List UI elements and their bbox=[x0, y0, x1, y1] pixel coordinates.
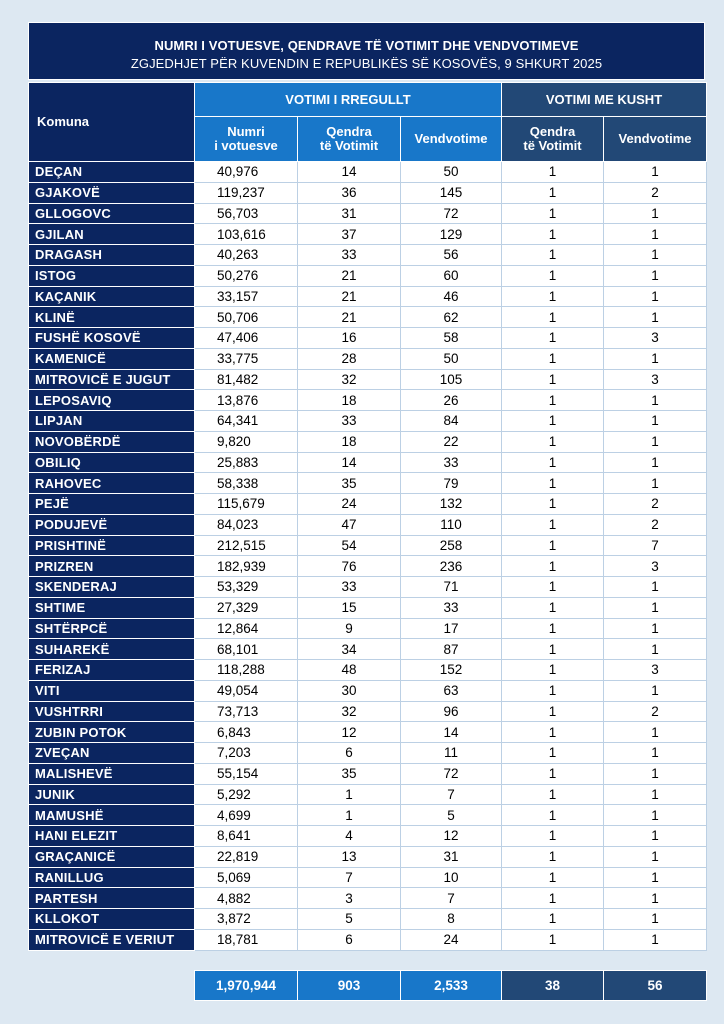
voters-count: 103,616 bbox=[195, 224, 298, 245]
voters-count: 182,939 bbox=[195, 556, 298, 577]
stations-count: 56 bbox=[401, 245, 502, 266]
table-row bbox=[29, 431, 707, 452]
table-row bbox=[29, 245, 707, 266]
centers-count: 12 bbox=[298, 722, 401, 743]
table-row bbox=[29, 494, 707, 515]
table-row bbox=[29, 577, 707, 598]
table-row bbox=[29, 929, 707, 950]
cond-centers-count: 1 bbox=[502, 162, 604, 183]
cond-stations-count: 2 bbox=[604, 514, 707, 535]
cond-centers-count: 1 bbox=[502, 909, 604, 930]
centers-count: 18 bbox=[298, 431, 401, 452]
centers-count: 35 bbox=[298, 763, 401, 784]
cond-centers-count: 1 bbox=[502, 328, 604, 349]
centers-count: 21 bbox=[298, 307, 401, 328]
centers-count: 13 bbox=[298, 846, 401, 867]
municipality-name: SHTËRPCË bbox=[29, 618, 195, 639]
cond-centers-count: 1 bbox=[502, 805, 604, 826]
cond-centers-count: 1 bbox=[502, 203, 604, 224]
header-regular-voting: VOTIMI I RREGULLT bbox=[195, 83, 502, 117]
municipality-name: GJAKOVË bbox=[29, 182, 195, 203]
stations-count: 72 bbox=[401, 203, 502, 224]
table-row bbox=[29, 182, 707, 203]
municipality-name: FERIZAJ bbox=[29, 660, 195, 681]
cond-centers-count: 1 bbox=[502, 618, 604, 639]
cond-centers-count: 1 bbox=[502, 265, 604, 286]
municipality-name: VUSHTRRI bbox=[29, 701, 195, 722]
cond-centers-count: 1 bbox=[502, 245, 604, 266]
municipality-name: ZUBIN POTOK bbox=[29, 722, 195, 743]
voters-count: 49,054 bbox=[195, 680, 298, 701]
cond-centers-count: 1 bbox=[502, 182, 604, 203]
cond-stations-count: 1 bbox=[604, 411, 707, 432]
stations-count: 11 bbox=[401, 743, 502, 764]
table-row bbox=[29, 514, 707, 535]
municipality-name: SHTIME bbox=[29, 597, 195, 618]
table-row bbox=[29, 556, 707, 577]
table-row bbox=[29, 224, 707, 245]
cond-stations-count: 1 bbox=[604, 763, 707, 784]
table-row bbox=[29, 286, 707, 307]
cond-stations-count: 1 bbox=[604, 203, 707, 224]
table-row bbox=[29, 701, 707, 722]
centers-count: 24 bbox=[298, 494, 401, 515]
voters-count: 5,069 bbox=[195, 867, 298, 888]
voters-count: 22,819 bbox=[195, 846, 298, 867]
municipality-name: DEÇAN bbox=[29, 162, 195, 183]
cond-stations-count: 1 bbox=[604, 784, 707, 805]
total-centers: 903 bbox=[298, 971, 401, 1001]
municipality-name: MALISHEVË bbox=[29, 763, 195, 784]
voters-count: 4,699 bbox=[195, 805, 298, 826]
municipality-name: MITROVICË E JUGUT bbox=[29, 369, 195, 390]
stations-count: 79 bbox=[401, 473, 502, 494]
table-row bbox=[29, 784, 707, 805]
municipality-name: GLLOGOVC bbox=[29, 203, 195, 224]
table-row bbox=[29, 473, 707, 494]
stations-count: 33 bbox=[401, 597, 502, 618]
voters-count: 64,341 bbox=[195, 411, 298, 432]
cond-centers-count: 1 bbox=[502, 307, 604, 328]
cond-centers-count: 1 bbox=[502, 535, 604, 556]
cond-centers-count: 1 bbox=[502, 431, 604, 452]
stations-count: 46 bbox=[401, 286, 502, 307]
table-row bbox=[29, 826, 707, 847]
cond-stations-count: 3 bbox=[604, 328, 707, 349]
stations-count: 22 bbox=[401, 431, 502, 452]
voters-count: 47,406 bbox=[195, 328, 298, 349]
cond-stations-count: 1 bbox=[604, 680, 707, 701]
centers-count: 36 bbox=[298, 182, 401, 203]
cond-stations-count: 1 bbox=[604, 639, 707, 660]
voters-count: 55,154 bbox=[195, 763, 298, 784]
centers-count: 33 bbox=[298, 411, 401, 432]
centers-count: 6 bbox=[298, 743, 401, 764]
cond-centers-count: 1 bbox=[502, 826, 604, 847]
voters-count: 12,864 bbox=[195, 618, 298, 639]
centers-count: 21 bbox=[298, 265, 401, 286]
stations-count: 17 bbox=[401, 618, 502, 639]
cond-stations-count: 1 bbox=[604, 431, 707, 452]
voters-count: 56,703 bbox=[195, 203, 298, 224]
municipality-name: JUNIK bbox=[29, 784, 195, 805]
municipality-name: KLINË bbox=[29, 307, 195, 328]
stations-count: 5 bbox=[401, 805, 502, 826]
table-row bbox=[29, 722, 707, 743]
cond-centers-count: 1 bbox=[502, 556, 604, 577]
voters-count: 118,288 bbox=[195, 660, 298, 681]
voters-count: 73,713 bbox=[195, 701, 298, 722]
centers-count: 1 bbox=[298, 784, 401, 805]
cond-centers-count: 1 bbox=[502, 514, 604, 535]
centers-count: 16 bbox=[298, 328, 401, 349]
cond-stations-count: 1 bbox=[604, 722, 707, 743]
stations-count: 236 bbox=[401, 556, 502, 577]
table-row bbox=[29, 452, 707, 473]
stations-count: 62 bbox=[401, 307, 502, 328]
voters-count: 119,237 bbox=[195, 182, 298, 203]
stations-count: 110 bbox=[401, 514, 502, 535]
stations-count: 63 bbox=[401, 680, 502, 701]
municipality-name: FUSHË KOSOVË bbox=[29, 328, 195, 349]
table-row bbox=[29, 639, 707, 660]
stations-count: 24 bbox=[401, 929, 502, 950]
municipality-name: DRAGASH bbox=[29, 245, 195, 266]
centers-count: 1 bbox=[298, 805, 401, 826]
cond-stations-count: 1 bbox=[604, 888, 707, 909]
cond-stations-count: 1 bbox=[604, 867, 707, 888]
cond-stations-count: 1 bbox=[604, 577, 707, 598]
cond-centers-count: 1 bbox=[502, 763, 604, 784]
cond-stations-count: 7 bbox=[604, 535, 707, 556]
header-voters bbox=[195, 117, 298, 162]
table-row bbox=[29, 390, 707, 411]
centers-count: 18 bbox=[298, 390, 401, 411]
cond-centers-count: 1 bbox=[502, 722, 604, 743]
voters-count: 7,203 bbox=[195, 743, 298, 764]
centers-count: 9 bbox=[298, 618, 401, 639]
cond-centers-count: 1 bbox=[502, 577, 604, 598]
voters-count: 81,482 bbox=[195, 369, 298, 390]
voters-count: 3,872 bbox=[195, 909, 298, 930]
table-row bbox=[29, 867, 707, 888]
municipality-name: LEPOSAVIQ bbox=[29, 390, 195, 411]
header-cond-centers bbox=[502, 117, 604, 162]
centers-count: 31 bbox=[298, 203, 401, 224]
cond-centers-count: 1 bbox=[502, 701, 604, 722]
cond-stations-count: 3 bbox=[604, 556, 707, 577]
centers-count: 5 bbox=[298, 909, 401, 930]
cond-centers-count: 1 bbox=[502, 494, 604, 515]
stations-count: 258 bbox=[401, 535, 502, 556]
table-row bbox=[29, 535, 707, 556]
total-stations: 2,533 bbox=[401, 971, 502, 1001]
cond-stations-count: 3 bbox=[604, 369, 707, 390]
table-row bbox=[29, 680, 707, 701]
stations-count: 14 bbox=[401, 722, 502, 743]
cond-centers-count: 1 bbox=[502, 929, 604, 950]
centers-count: 33 bbox=[298, 245, 401, 266]
table-row bbox=[29, 763, 707, 784]
cond-stations-count: 1 bbox=[604, 473, 707, 494]
header-cond-centers-line1: Qendra bbox=[529, 124, 576, 139]
cond-centers-count: 1 bbox=[502, 348, 604, 369]
stations-count: 152 bbox=[401, 660, 502, 681]
cond-centers-count: 1 bbox=[502, 390, 604, 411]
cond-stations-count: 1 bbox=[604, 597, 707, 618]
cond-stations-count: 1 bbox=[604, 265, 707, 286]
cond-stations-count: 1 bbox=[604, 390, 707, 411]
municipality-name: MAMUSHË bbox=[29, 805, 195, 826]
table-row bbox=[29, 203, 707, 224]
cond-centers-count: 1 bbox=[502, 639, 604, 660]
cond-stations-count: 1 bbox=[604, 162, 707, 183]
voters-count: 33,157 bbox=[195, 286, 298, 307]
total-cond-centers: 38 bbox=[502, 971, 604, 1001]
centers-count: 34 bbox=[298, 639, 401, 660]
voters-count: 5,292 bbox=[195, 784, 298, 805]
municipality-name: ISTOG bbox=[29, 265, 195, 286]
voters-count: 8,641 bbox=[195, 826, 298, 847]
municipality-name: GJILAN bbox=[29, 224, 195, 245]
table-row bbox=[29, 888, 707, 909]
voters-count: 50,706 bbox=[195, 307, 298, 328]
voters-count: 9,820 bbox=[195, 431, 298, 452]
cond-centers-count: 1 bbox=[502, 411, 604, 432]
centers-count: 3 bbox=[298, 888, 401, 909]
cond-centers-count: 1 bbox=[502, 286, 604, 307]
centers-count: 14 bbox=[298, 452, 401, 473]
stations-count: 31 bbox=[401, 846, 502, 867]
cond-centers-count: 1 bbox=[502, 597, 604, 618]
table-row bbox=[29, 369, 707, 390]
stations-count: 105 bbox=[401, 369, 502, 390]
municipality-name: KLLOKOT bbox=[29, 909, 195, 930]
table-row bbox=[29, 328, 707, 349]
cond-stations-count: 1 bbox=[604, 805, 707, 826]
municipality-name: ZVEÇAN bbox=[29, 743, 195, 764]
table-body bbox=[29, 162, 707, 951]
municipality-name: PODUJEVË bbox=[29, 514, 195, 535]
table-row bbox=[29, 846, 707, 867]
voters-count: 25,883 bbox=[195, 452, 298, 473]
municipality-name: OBILIQ bbox=[29, 452, 195, 473]
cond-stations-count: 2 bbox=[604, 182, 707, 203]
stations-count: 7 bbox=[401, 888, 502, 909]
voters-count: 58,338 bbox=[195, 473, 298, 494]
cond-stations-count: 1 bbox=[604, 826, 707, 847]
centers-count: 6 bbox=[298, 929, 401, 950]
total-cond-stations: 56 bbox=[604, 971, 707, 1001]
totals-row bbox=[194, 970, 707, 1001]
header-cond-centers-line2: të Votimit bbox=[523, 138, 582, 153]
table-row bbox=[29, 411, 707, 432]
voters-count: 84,023 bbox=[195, 514, 298, 535]
header-komuna: Komuna bbox=[29, 83, 195, 162]
table-row bbox=[29, 660, 707, 681]
centers-count: 32 bbox=[298, 369, 401, 390]
header-stations: Vendvotime bbox=[401, 117, 502, 162]
municipality-name: KAMENICË bbox=[29, 348, 195, 369]
header-cond-stations: Vendvotime bbox=[604, 117, 707, 162]
cond-centers-count: 1 bbox=[502, 680, 604, 701]
municipality-name: RANILLUG bbox=[29, 867, 195, 888]
cond-stations-count: 1 bbox=[604, 286, 707, 307]
stations-count: 12 bbox=[401, 826, 502, 847]
centers-count: 47 bbox=[298, 514, 401, 535]
table-row bbox=[29, 597, 707, 618]
voters-count: 33,775 bbox=[195, 348, 298, 369]
centers-count: 48 bbox=[298, 660, 401, 681]
stations-count: 58 bbox=[401, 328, 502, 349]
cond-stations-count: 1 bbox=[604, 245, 707, 266]
municipality-name: KAÇANIK bbox=[29, 286, 195, 307]
stations-count: 71 bbox=[401, 577, 502, 598]
centers-count: 4 bbox=[298, 826, 401, 847]
table-row bbox=[29, 618, 707, 639]
cond-stations-count: 1 bbox=[604, 452, 707, 473]
table-row bbox=[29, 265, 707, 286]
centers-count: 35 bbox=[298, 473, 401, 494]
cond-stations-count: 1 bbox=[604, 929, 707, 950]
stations-count: 50 bbox=[401, 348, 502, 369]
municipality-name: HANI ELEZIT bbox=[29, 826, 195, 847]
header-voters-line1: Numri bbox=[227, 124, 265, 139]
centers-count: 7 bbox=[298, 867, 401, 888]
municipality-name: PRISHTINË bbox=[29, 535, 195, 556]
cond-centers-count: 1 bbox=[502, 888, 604, 909]
table-title bbox=[28, 22, 705, 80]
municipality-name: PRIZREN bbox=[29, 556, 195, 577]
stations-count: 26 bbox=[401, 390, 502, 411]
voters-table bbox=[28, 82, 707, 951]
table-row bbox=[29, 348, 707, 369]
municipality-name: PARTESH bbox=[29, 888, 195, 909]
centers-count: 37 bbox=[298, 224, 401, 245]
municipality-name: GRAÇANICË bbox=[29, 846, 195, 867]
cond-centers-count: 1 bbox=[502, 784, 604, 805]
cond-stations-count: 1 bbox=[604, 743, 707, 764]
cond-stations-count: 1 bbox=[604, 909, 707, 930]
stations-count: 8 bbox=[401, 909, 502, 930]
cond-stations-count: 1 bbox=[604, 846, 707, 867]
municipality-name: VITI bbox=[29, 680, 195, 701]
stations-count: 129 bbox=[401, 224, 502, 245]
table-row bbox=[29, 909, 707, 930]
cond-stations-count: 1 bbox=[604, 307, 707, 328]
cond-centers-count: 1 bbox=[502, 846, 604, 867]
cond-stations-count: 2 bbox=[604, 494, 707, 515]
cond-centers-count: 1 bbox=[502, 867, 604, 888]
stations-count: 7 bbox=[401, 784, 502, 805]
stations-count: 145 bbox=[401, 182, 502, 203]
voters-count: 40,263 bbox=[195, 245, 298, 266]
stations-count: 50 bbox=[401, 162, 502, 183]
stations-count: 132 bbox=[401, 494, 502, 515]
cond-centers-count: 1 bbox=[502, 452, 604, 473]
voters-count: 50,276 bbox=[195, 265, 298, 286]
centers-count: 14 bbox=[298, 162, 401, 183]
voters-count: 6,843 bbox=[195, 722, 298, 743]
header-voters-line2: i votuesve bbox=[214, 138, 278, 153]
voters-count: 53,329 bbox=[195, 577, 298, 598]
total-voters: 1,970,944 bbox=[195, 971, 298, 1001]
centers-count: 54 bbox=[298, 535, 401, 556]
voters-count: 68,101 bbox=[195, 639, 298, 660]
municipality-name: MITROVICË E VERIUT bbox=[29, 929, 195, 950]
cond-centers-count: 1 bbox=[502, 369, 604, 390]
cond-stations-count: 1 bbox=[604, 348, 707, 369]
voters-count: 27,329 bbox=[195, 597, 298, 618]
municipality-name: NOVOBËRDË bbox=[29, 431, 195, 452]
centers-count: 15 bbox=[298, 597, 401, 618]
stations-count: 87 bbox=[401, 639, 502, 660]
title-line-2: ZGJEDHJET PËR KUVENDIN E REPUBLIKËS SË KOSOVËS, 9 SHKURT 2025 bbox=[130, 56, 603, 71]
cond-stations-count: 3 bbox=[604, 660, 707, 681]
table-row bbox=[29, 307, 707, 328]
centers-count: 21 bbox=[298, 286, 401, 307]
cond-stations-count: 1 bbox=[604, 224, 707, 245]
table-row bbox=[29, 162, 707, 183]
cond-centers-count: 1 bbox=[502, 660, 604, 681]
voters-count: 40,976 bbox=[195, 162, 298, 183]
voters-count: 18,781 bbox=[195, 929, 298, 950]
municipality-name: SKENDERAJ bbox=[29, 577, 195, 598]
centers-count: 76 bbox=[298, 556, 401, 577]
cond-centers-count: 1 bbox=[502, 743, 604, 764]
header-centers-line2: të Votimit bbox=[319, 138, 379, 153]
municipality-name: PEJË bbox=[29, 494, 195, 515]
header-centers-line1: Qendra bbox=[326, 124, 372, 139]
stations-count: 33 bbox=[401, 452, 502, 473]
table-row bbox=[29, 743, 707, 764]
stations-count: 10 bbox=[401, 867, 502, 888]
voters-count: 115,679 bbox=[195, 494, 298, 515]
voters-count: 13,876 bbox=[195, 390, 298, 411]
stations-count: 84 bbox=[401, 411, 502, 432]
stations-count: 96 bbox=[401, 701, 502, 722]
municipality-name: LIPJAN bbox=[29, 411, 195, 432]
voters-count: 212,515 bbox=[195, 535, 298, 556]
table-row bbox=[29, 805, 707, 826]
header-centers bbox=[298, 117, 401, 162]
stations-count: 60 bbox=[401, 265, 502, 286]
municipality-name: SUHAREKË bbox=[29, 639, 195, 660]
centers-count: 32 bbox=[298, 701, 401, 722]
centers-count: 33 bbox=[298, 577, 401, 598]
municipality-name: RAHOVEC bbox=[29, 473, 195, 494]
header-conditional-voting: VOTIMI ME KUSHT bbox=[502, 83, 707, 117]
title-line-1: NUMRI I VOTUESVE, QENDRAVE TË VOTIMIT DHE VENDVOTIMEVE bbox=[154, 38, 579, 53]
stations-count: 72 bbox=[401, 763, 502, 784]
cond-centers-count: 1 bbox=[502, 224, 604, 245]
centers-count: 28 bbox=[298, 348, 401, 369]
cond-stations-count: 2 bbox=[604, 701, 707, 722]
voters-count: 4,882 bbox=[195, 888, 298, 909]
centers-count: 30 bbox=[298, 680, 401, 701]
cond-centers-count: 1 bbox=[502, 473, 604, 494]
cond-stations-count: 1 bbox=[604, 618, 707, 639]
